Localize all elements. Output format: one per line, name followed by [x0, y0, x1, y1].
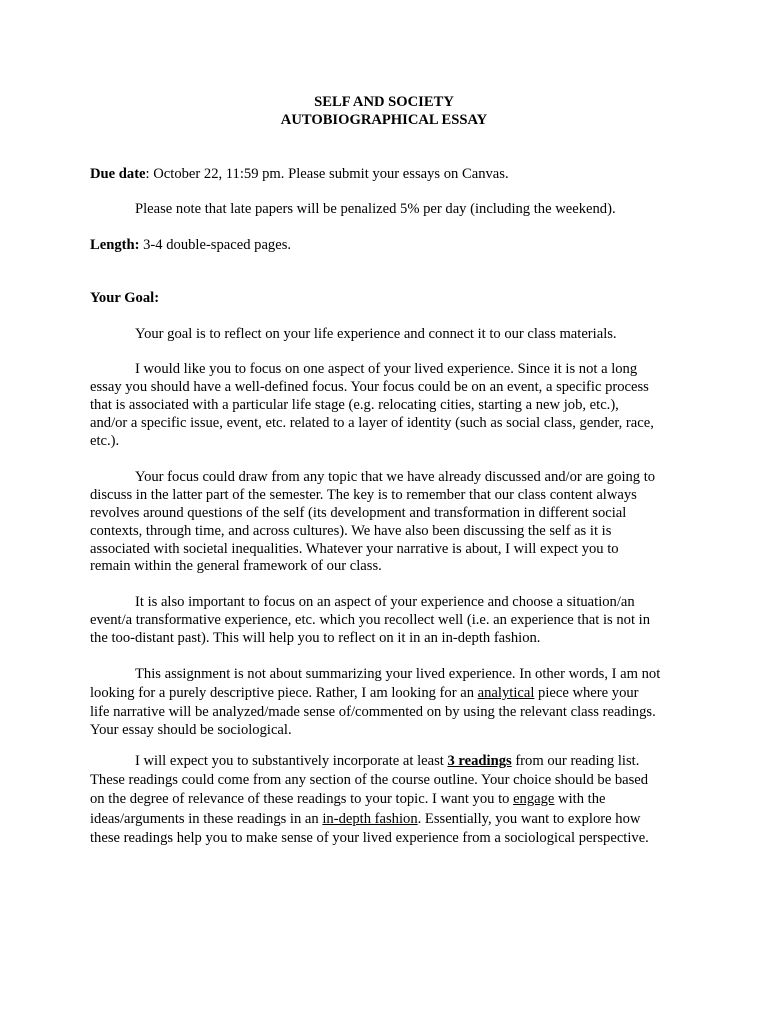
paragraph-2-line: essay you should have a well-defined focus. Your focus could be on an event, a specific process: [90, 379, 649, 395]
paragraph-5-line: This assignment is not about summarizing your lived experience. In other words, I am not: [135, 666, 661, 682]
paragraph-4-line: It is also important to focus on an aspect of your experience and choose a situation/an: [135, 594, 635, 610]
title-line-1: SELF AND SOCIETY: [314, 94, 454, 110]
length-label: Length:: [90, 237, 140, 253]
paragraph-6-line: [90, 810, 640, 828]
paragraph-2-line: that is associated with a particular life stage (e.g. relocating cities, starting a new job, etc.),: [90, 397, 619, 413]
paragraph-3-line: remain within the general framework of our class.: [90, 558, 382, 574]
due-date-line: [90, 165, 509, 183]
paragraph-4-line: event/a transformative experience, etc. which you recollect well (i.e. an experience that is not in: [90, 612, 650, 628]
paragraph-3-line: Your focus could draw from any topic that we have already discussed and/or are going to: [135, 469, 656, 485]
paragraph-6-line: [135, 752, 639, 770]
goal-heading: [90, 289, 159, 307]
engage-emphasis: engage: [513, 791, 555, 807]
text-span: piece where your: [534, 685, 639, 701]
goal-heading-colon: :: [154, 290, 160, 306]
text-span: on the degree of relevance of these readings to your topic. I want you to: [90, 791, 514, 807]
late-note: Please note that late papers will be penalized 5% per day (including the weekend).: [135, 201, 616, 217]
paragraph-2-line: etc.).: [90, 433, 120, 449]
paragraph-5-line: Your essay should be sociological.: [90, 722, 292, 738]
text-span: ideas/arguments in these readings in an: [90, 811, 323, 827]
text-span: with the: [554, 791, 606, 807]
in-depth-emphasis: in-depth fashion: [322, 811, 418, 827]
paragraph-6-line: [90, 790, 605, 808]
paragraph-1: Your goal is to reflect on your life experience and connect it to our class materials.: [135, 326, 617, 342]
text-span: looking for a purely descriptive piece. Rather, I am looking for an: [90, 685, 478, 701]
paragraph-2-line: and/or a specific issue, event, etc. related to a layer of identity (such as social class, gender, race,: [90, 415, 654, 431]
paragraph-3-line: associated with societal inequalities. Whatever your narrative is about, I will expect you to: [90, 541, 619, 557]
paragraph-2-line: I would like you to focus on one aspect of your lived experience. Since it is not a long: [135, 361, 638, 377]
paragraph-5-line: life narrative will be analyzed/made sense of/commented on by using the relevant class readings.: [90, 704, 656, 720]
title-line-2: AUTOBIOGRAPHICAL ESSAY: [280, 112, 488, 128]
paragraph-6-line: These readings could come from any section of the course outline. Your choice should be based: [90, 772, 649, 788]
readings-emphasis: 3 readings: [447, 753, 512, 769]
text-span: . Essentially, you want to explore how: [417, 811, 641, 827]
text-span: from our reading list.: [511, 753, 640, 769]
paragraph-3-line: contexts, through time, and across cultures). We have also been discussing the self as it is: [90, 523, 612, 539]
goal-heading-label: Your Goal: [90, 290, 155, 306]
length-text: 3-4 double-spaced pages.: [139, 237, 292, 253]
text-span: I will expect you to substantively incorporate at least: [135, 753, 448, 769]
paragraph-3-line: discuss in the latter part of the semester. The key is to remember that our class content always: [90, 487, 637, 503]
analytical-emphasis: analytical: [477, 685, 535, 701]
paragraph-3-line: revolves around questions of the self (its development and transformation in different social: [90, 505, 627, 521]
paragraph-5-line: [90, 684, 639, 702]
length-line: [90, 236, 291, 254]
due-date-text: : October 22, 11:59 pm. Please submit your essays on Canvas.: [145, 166, 509, 182]
paragraph-6-line: these readings help you to make sense of your lived experience from a sociological perspective.: [90, 830, 649, 846]
paragraph-4-line: the too-distant past). This will help you to reflect on it in an in-depth fashion.: [90, 630, 541, 646]
due-date-label: Due date: [90, 166, 146, 182]
